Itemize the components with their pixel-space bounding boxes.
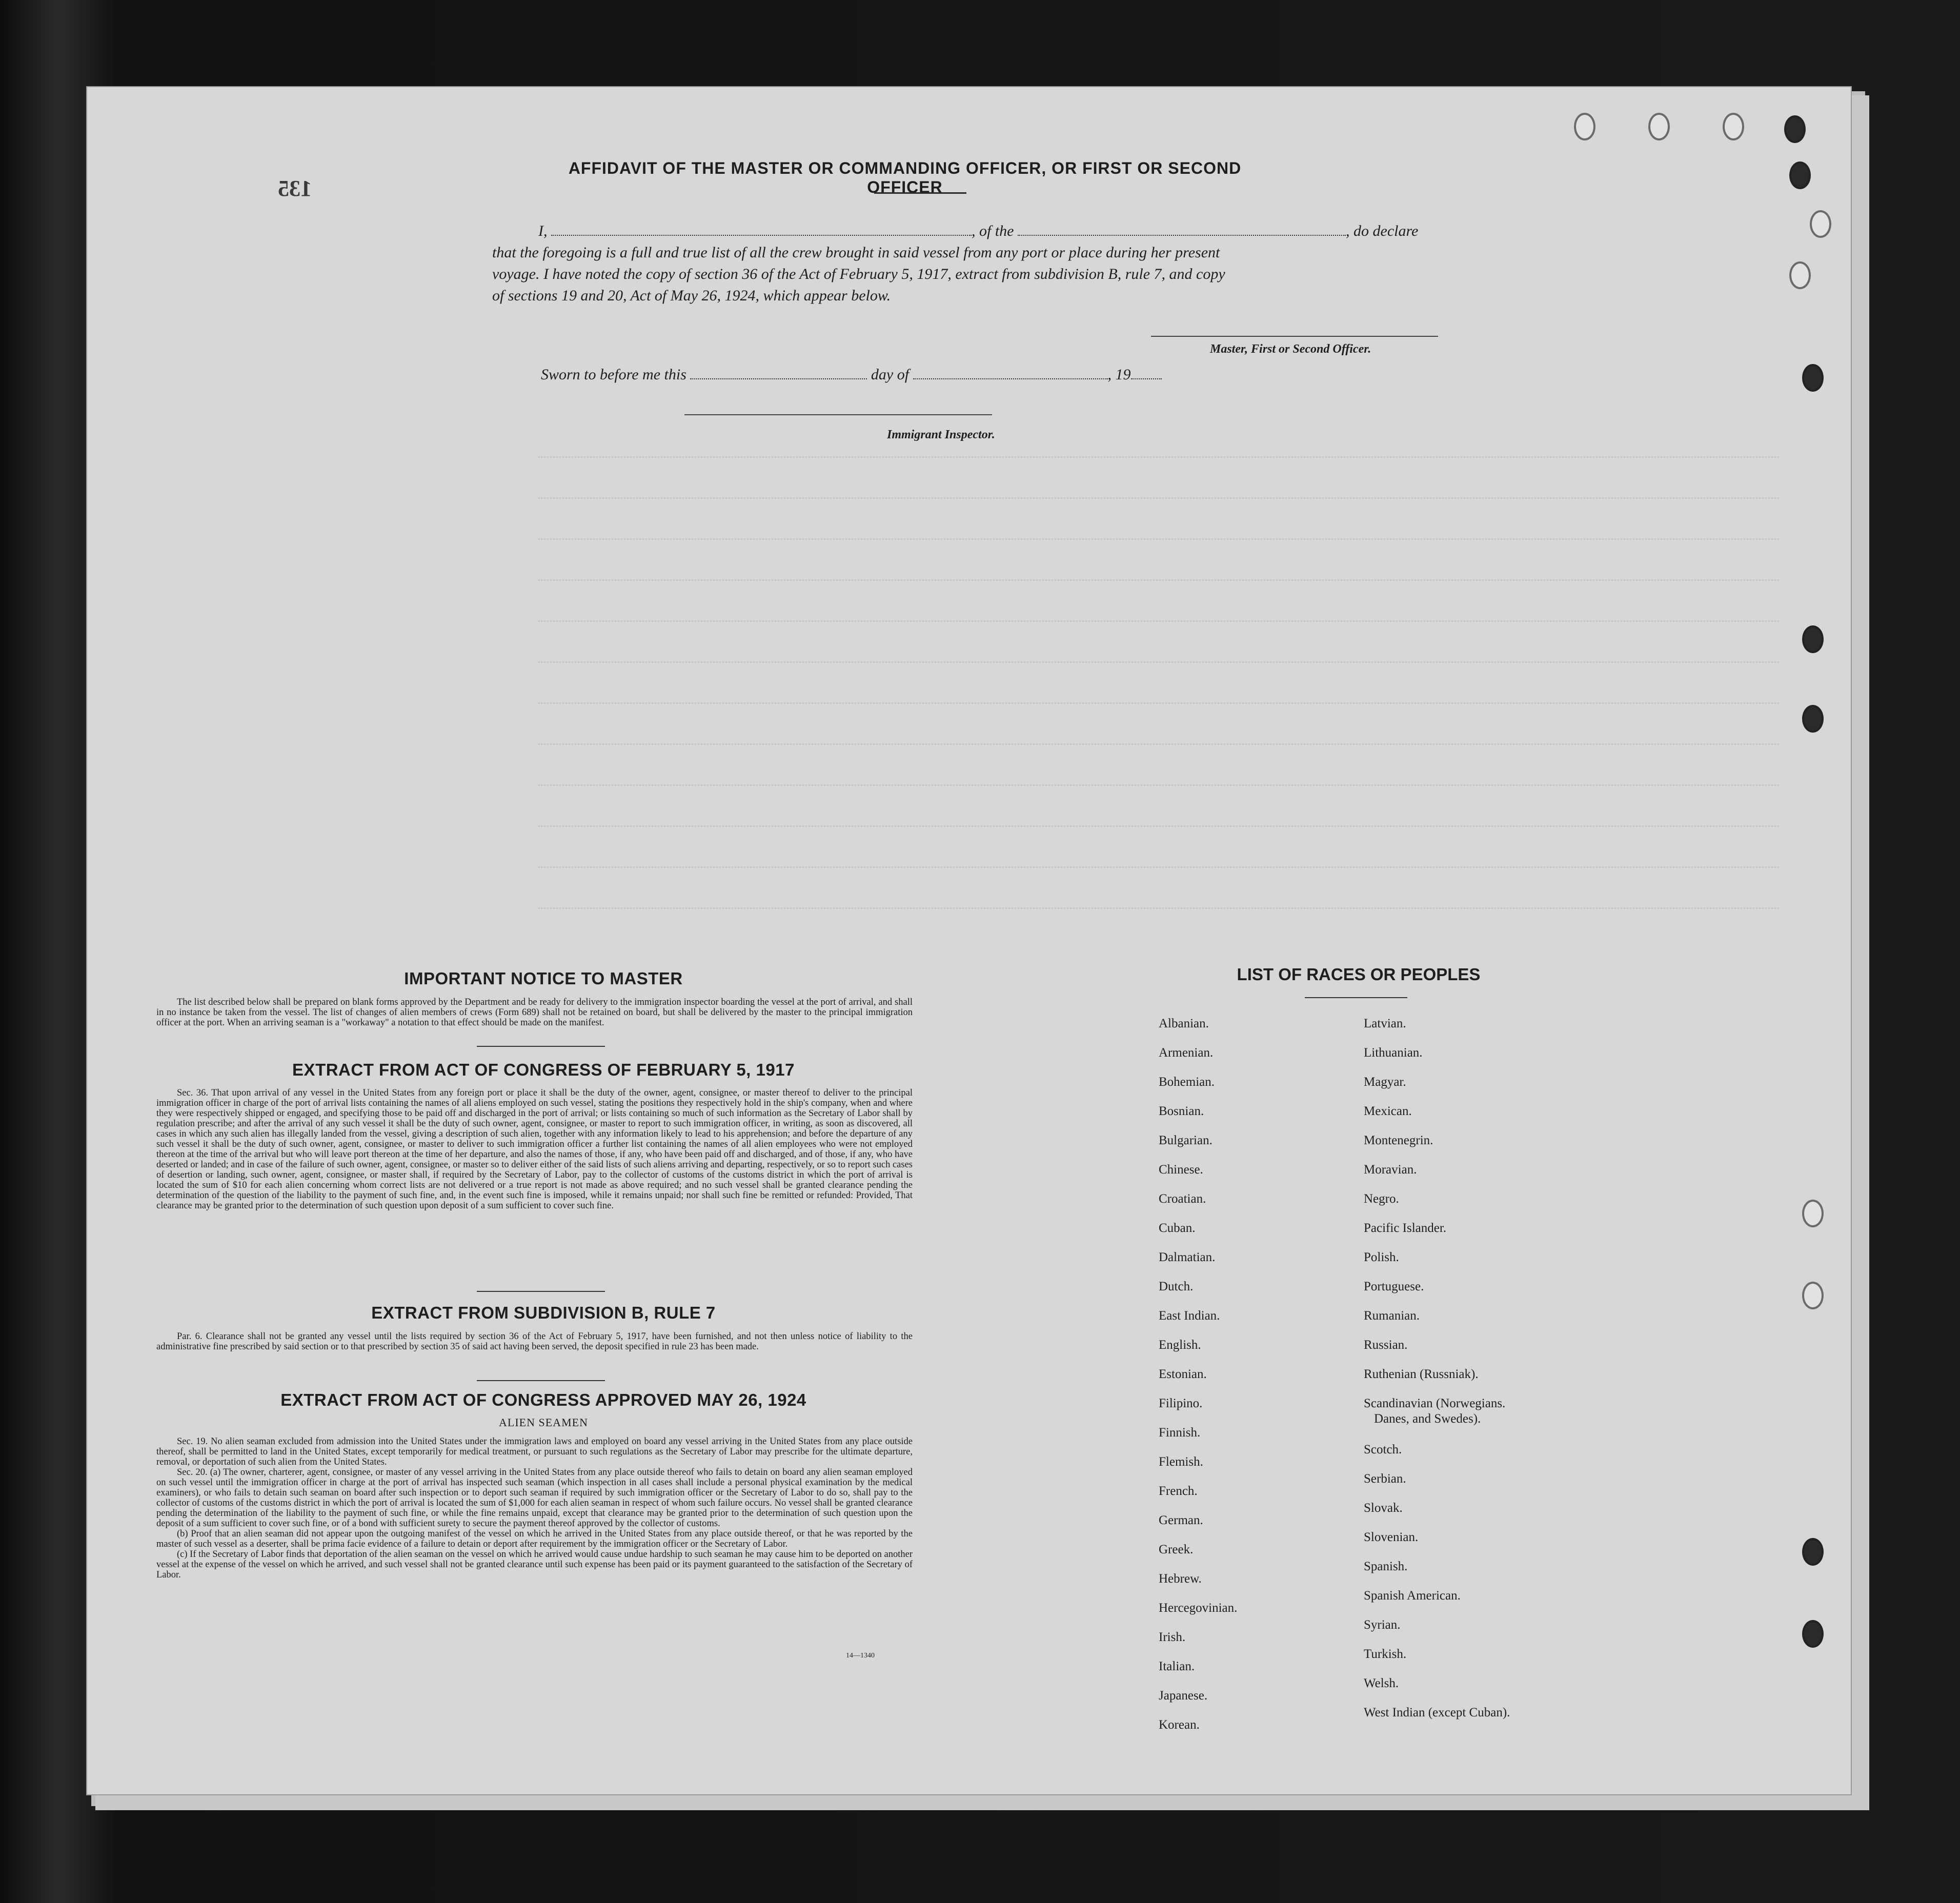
race-item: Spanish American. (1364, 1589, 1461, 1603)
master-signature-label: Master, First or Second Officer. (1210, 342, 1371, 356)
affidavit-title: AFFIDAVIT OF THE MASTER OR COMMANDING OFFICER, OR FIRST OR SECOND OFFICER (568, 159, 1242, 196)
punch-hole (1789, 161, 1811, 189)
act-1924-text (156, 1436, 913, 1580)
race-item: Greek. (1159, 1543, 1194, 1556)
i-label: I, (538, 222, 548, 239)
bleed-through-row (538, 497, 1779, 500)
race-item: Spanish. (1364, 1560, 1408, 1573)
manifest-page (87, 87, 1851, 1794)
sworn-month-blank[interactable] (913, 378, 1108, 379)
race-item: Danes, and Swedes). (1374, 1412, 1481, 1426)
affidavit-line-1 (538, 220, 1553, 242)
punch-hole (1723, 113, 1744, 140)
race-item: Korean. (1159, 1718, 1200, 1732)
race-item: Polish. (1364, 1250, 1399, 1264)
race-item: Italian. (1159, 1659, 1195, 1673)
punch-hole (1802, 1620, 1824, 1648)
vessel-blank[interactable] (1018, 235, 1346, 236)
race-item: Turkish. (1364, 1647, 1407, 1661)
act-1917-paragraph: Sec. 36. That upon arrival of any vessel in the United States from any foreign port or place it shall be the duty of the owner, agent, consignee, or master thereof to deliver to the principal immigration officer in charge of the port of arrival lists containing the names of all aliens employed on such vessel, stating the positions they respectively hold in the ship's company, when and where they were respectively shipped or engaged, and specifying those to be paid off and discharged in the port of arrival; or lists containing so much of such information as the Secretary of Labor shall by regulation prescribe; and after the arrival of any such vessel it shall be the duty of such owner, agent, consignee, or master to report to such immigration officer, in writing, as soon as discovered, all cases in which any such alien has illegally landed from the vessel, giving a description of such alien, together with any information likely to lead to his apprehension; and before the departure of any such vessel it shall be the duty of such owner, agent, consignee, or master to deliver to such immigration officer a further list containing the names of all alien employees who were not employed thereon at the time of the arrival but who will leave port thereon at the time of her departure, and also the names of those, if any, who have been paid off and discharged, and of those, if any, who have deserted or landed; and in case of the failure of such owner, agent, consignee, or master so to deliver either of the said lists of such aliens arriving and departing, respectively, or so to report such cases of desertion or landing, such owner, agent, consignee, or master shall, if required by the Secretary of Labor, pay to the collector of customs of the customs district in which the port of arrival is located the sum of $10 for each alien concerning whom correct lists are not delivered or a true report is not made as above required; and no such vessel shall be granted clearance pending the determination of the question of the liability to the payment of such fine, and, in the event such fine is imposed, while it remains unpaid; nor shall such fine be remitted or refunded: Provided, That clearance may be granted prior to the determination of such question upon deposit of a sum sufficient to cover such fine. (156, 1088, 913, 1211)
page-stamp: 135 (278, 176, 312, 201)
race-item: Montenegrin. (1364, 1133, 1433, 1147)
bleed-through-row (538, 702, 1779, 705)
race-item: Japanese. (1159, 1689, 1208, 1703)
sworn-label: Sworn to before me this (541, 366, 686, 383)
race-item: Scotch. (1364, 1443, 1402, 1456)
punch-hole (1802, 625, 1824, 653)
punch-hole (1789, 261, 1811, 289)
race-item: Irish. (1159, 1630, 1186, 1644)
bleed-through-row (538, 743, 1779, 746)
punch-hole (1802, 1200, 1824, 1227)
sworn-year-blank[interactable] (1131, 378, 1162, 379)
race-item: Syrian. (1364, 1618, 1401, 1632)
race-item: East Indian. (1159, 1309, 1220, 1323)
act-1924-sec-20c: (c) If the Secretary of Labor finds that deportation of the alien seaman on the vessel on which he arrived would cause undue hardship to such seaman he may cause him to be deported on another vessel at the expense of the vessel on which he arrived, and such vessel shall not be granted clearance until such expense has been paid or its payment guaranteed to the satisfaction of the Secretary of Labor. (156, 1549, 913, 1580)
master-signature-line[interactable] (1151, 336, 1438, 337)
act-1924-title: EXTRACT FROM ACT OF CONGRESS APPROVED MAY 26, 1924 (280, 1390, 806, 1409)
act-1924-sec-19: Sec. 19. No alien seaman excluded from admission into the United States under the immigration laws and employed on board any vessel arriving in the United States from any place outside thereof, shall be permitted to land in the United States, except temporarily for medical treatment, or pursuant to such regulations as the Secretary of Labor may prescribe for the ultimate departure, removal, or deportation of such alien from the United States. (156, 1436, 913, 1467)
race-item: Mexican. (1364, 1104, 1412, 1118)
punch-hole (1648, 113, 1670, 140)
race-item: Armenian. (1159, 1046, 1214, 1060)
race-item: Negro. (1364, 1192, 1399, 1206)
rule-7-paragraph: Par. 6. Clearance shall not be granted any vessel until the lists required by section 36 of the Act of February 5, 1917, have been furnished, and not then unless notice of liability to the administrative fine prescribed by said section or to that prescribed by section 35 of said act having been served, the deposit specified in rule 23 has been made. (156, 1331, 913, 1352)
year-label: , 19 (1107, 366, 1131, 383)
bleed-through-row (538, 661, 1779, 664)
section-divider (477, 1291, 605, 1292)
race-item: Finnish. (1159, 1426, 1201, 1440)
race-item: Hercegovinian. (1159, 1601, 1238, 1615)
punch-hole (1802, 364, 1824, 392)
race-item: Albanian. (1159, 1017, 1209, 1030)
section-divider (477, 1046, 605, 1047)
race-item: Flemish. (1159, 1455, 1203, 1469)
act-1924-sec-20b: (b) Proof that an alien seaman did not appear upon the outgoing manifest of the vessel on which he arrived in the United States from any place outside thereof, or that he was reported by the master of such vessel as a deserter, shall be prima facie evidence of a failure to detain or deport after requirement by the immigration officer or the Secretary of Labor. (156, 1529, 913, 1549)
name-blank[interactable] (551, 235, 972, 236)
punch-hole (1802, 705, 1824, 733)
act-1924-sec-20a: Sec. 20. (a) The owner, charterer, agent, consignee, or master of any vessel arriving in the United States from any place outside thereof who fails to detain on board any alien seaman employed on such vessel until the immigration officer in charge at the port of arrival has inspected such seaman (which inspection in all cases shall include a personal physical examination by the medical examiners), or who fails to detain such seaman on board after such inspection or to deport such seaman if required by such immigration officer or the Secretary of Labor to do so, shall pay to the collector of customs of the customs district in which the port of arrival is located the sum of $1,000 for each alien seaman in respect of whom such failure occurs. No vessel shall be granted clearance pending the determination of the liability to the payment of such fine, or while the fine remains unpaid, except that clearance may be granted prior to the determination of such question upon the deposit of a sum sufficient to cover such fine, or of a bond with sufficient surety to secure the payment thereof approved by the collector of customs. (156, 1467, 913, 1529)
rule-7-title: EXTRACT FROM SUBDIVISION B, RULE 7 (371, 1303, 716, 1322)
race-item: Latvian. (1364, 1017, 1406, 1030)
notice-title: IMPORTANT NOTICE TO MASTER (404, 969, 683, 988)
race-item: Bosnian. (1159, 1104, 1204, 1118)
race-item: Welsh. (1364, 1676, 1399, 1690)
race-item: Ruthenian (Russniak). (1364, 1367, 1479, 1381)
punch-hole (1810, 210, 1831, 238)
punch-hole (1574, 113, 1595, 140)
affidavit-line-4: of sections 19 and 20, Act of May 26, 1924, which appear below. (492, 287, 891, 304)
race-item: Magyar. (1364, 1075, 1406, 1089)
race-item: Bohemian. (1159, 1075, 1215, 1089)
do-declare-label: , do declare (1346, 222, 1419, 239)
race-item: Russian. (1364, 1338, 1408, 1352)
race-item: Rumanian. (1364, 1309, 1420, 1323)
inspector-signature-line[interactable] (684, 414, 992, 415)
race-item: Slovak. (1364, 1501, 1403, 1515)
form-number: 14—1340 (846, 1652, 875, 1659)
race-item: Portuguese. (1364, 1280, 1424, 1293)
race-item: French. (1159, 1484, 1198, 1498)
race-item: Cuban. (1159, 1221, 1196, 1235)
races-title: LIST OF RACES OR PEOPLES (1237, 965, 1481, 984)
race-item: Lithuanian. (1364, 1046, 1423, 1060)
race-item: Estonian. (1159, 1367, 1207, 1381)
race-item: Pacific Islander. (1364, 1221, 1447, 1235)
races-column-2 (1364, 1016, 1510, 1734)
race-item: Dutch. (1159, 1280, 1194, 1293)
act-1917-title: EXTRACT FROM ACT OF CONGRESS OF FEBRUARY 5, 1917 (292, 1060, 795, 1079)
bleed-through-row (538, 456, 1779, 459)
race-item: Dalmatian. (1159, 1250, 1216, 1264)
of-the-label: , of the (972, 222, 1014, 239)
bleed-through-row (538, 866, 1779, 869)
punch-hole (1802, 1282, 1824, 1309)
race-item: Slovenian. (1364, 1530, 1419, 1544)
bleed-through-row (538, 784, 1779, 787)
alien-seamen-subtitle: ALIEN SEAMEN (499, 1416, 588, 1429)
rule-7-text (156, 1331, 913, 1352)
affidavit-line-2: that the foregoing is a full and true list of all the crew brought in said vessel from any port or place during her present (492, 244, 1220, 261)
races-title-rule (1305, 997, 1407, 998)
race-item: West Indian (except Cuban). (1364, 1706, 1510, 1719)
punch-hole (1784, 115, 1806, 143)
inspector-label: Immigrant Inspector. (887, 428, 995, 441)
race-item: Bulgarian. (1159, 1133, 1213, 1147)
race-item: English. (1159, 1338, 1201, 1352)
bleed-through-row (538, 907, 1779, 910)
race-item: Scandinavian (Norwegians. (1364, 1396, 1506, 1410)
section-divider (477, 1380, 605, 1381)
bleed-through-row (538, 620, 1779, 623)
bleed-through-row (538, 579, 1779, 582)
bleed-through-row (538, 538, 1779, 541)
race-item: German. (1159, 1513, 1203, 1527)
act-1917-text (156, 1088, 913, 1211)
race-item: Serbian. (1364, 1472, 1406, 1486)
punch-hole (1802, 1538, 1824, 1566)
race-item: Filipino. (1159, 1396, 1203, 1410)
affidavit-line-3: voyage. I have noted the copy of section 36 of the Act of February 5, 1917, extract from subdivision B, rule 7, and copy (492, 266, 1225, 282)
sworn-line (541, 364, 1361, 386)
race-item: Hebrew. (1159, 1572, 1202, 1586)
sworn-day-blank[interactable] (690, 378, 867, 379)
notice-paragraph: The list described below shall be prepared on blank forms approved by the Department and be ready for delivery to the immigration inspector boarding the vessel at the port of arrival, and shall in no instance be taken from the vessel. The list of changes of alien members of crews (Form 689) shall not be retained on board, but shall be delivered by the master to the principal immigration officer at the port. When an arriving seaman is a "workaway" a notation to that effect should be made on the manifest. (156, 997, 913, 1028)
notice-text (156, 997, 913, 1028)
race-item: Chinese. (1159, 1163, 1203, 1177)
race-item: Croatian. (1159, 1192, 1206, 1206)
race-item: Moravian. (1364, 1163, 1417, 1177)
day-of-label: day of (871, 366, 910, 383)
races-column-1 (1159, 1016, 1237, 1747)
title-rule (874, 192, 966, 194)
bleed-through-row (538, 825, 1779, 828)
